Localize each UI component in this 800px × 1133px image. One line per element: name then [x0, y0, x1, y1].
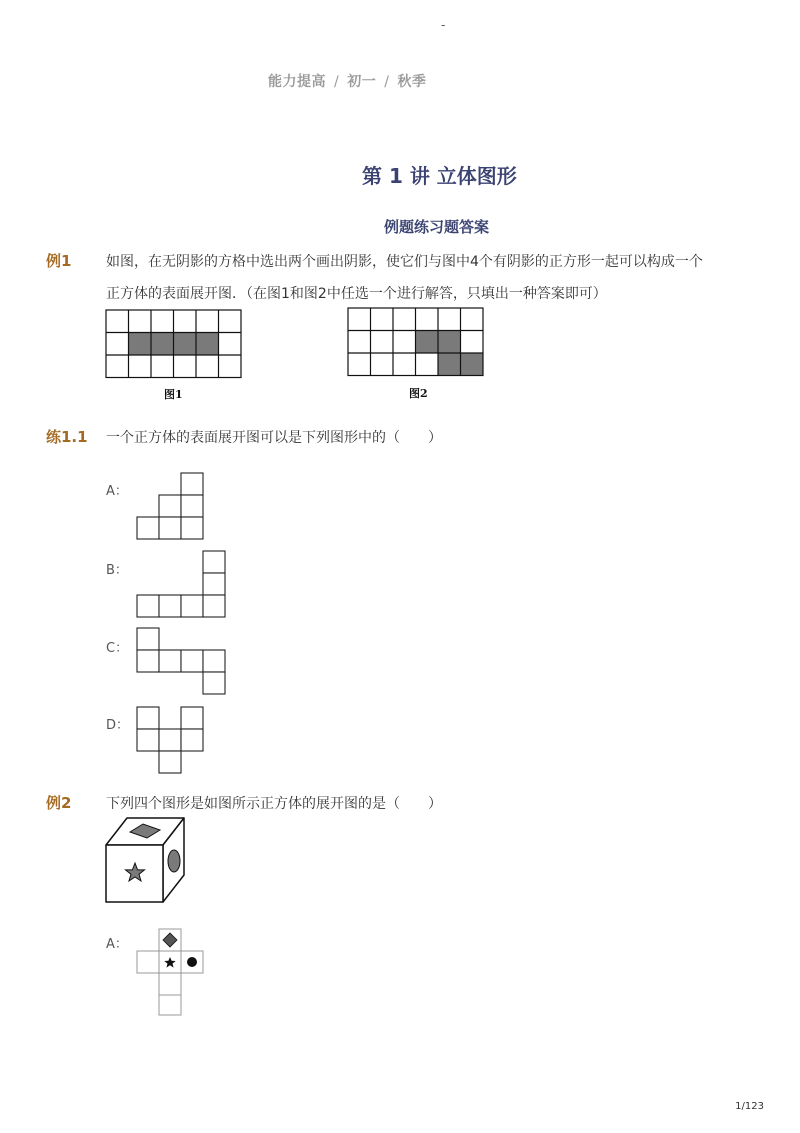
cube-figure	[106, 816, 188, 904]
breadcrumb-separator: /	[384, 74, 390, 90]
header-dash: -	[441, 18, 446, 32]
exercise1-label: 练1.1	[46, 428, 88, 446]
page-title: 第 1 讲 立体图形	[362, 164, 517, 188]
page-subtitle: 例题练习题答案	[384, 218, 490, 236]
example2-option-a-label: A：	[106, 937, 128, 952]
circle-icon	[168, 850, 180, 872]
breadcrumb-item-2: 初一	[347, 74, 377, 90]
option-a-net	[137, 473, 207, 541]
figure1-caption: 图1	[164, 388, 183, 401]
option-b-label: B：	[106, 563, 128, 578]
example1-text-line2: 正方体的表面展开图．（在图1和图2中任选一个进行解答，只填出一种答案即可）	[106, 286, 607, 302]
example1-text-line1: 如图，在无阴影的方格中选出两个画出阴影，使它们与图中4个有阴影的正方形一起可以构成一个	[106, 254, 703, 270]
figure1-grid	[106, 310, 242, 378]
example2-label: 例2	[46, 794, 72, 812]
example1-label: 例1	[46, 252, 72, 270]
option-c-net	[137, 628, 229, 696]
page-number: 1/123	[735, 1101, 764, 1112]
breadcrumb-separator: /	[334, 74, 340, 90]
example2-option-a-net	[137, 929, 205, 1017]
breadcrumb	[268, 71, 426, 91]
circle-icon	[187, 957, 197, 967]
option-d-net	[137, 707, 207, 775]
breadcrumb-item-1: 能力提高	[268, 74, 326, 90]
option-b-net	[137, 551, 229, 619]
breadcrumb-item-3: 秋季	[397, 74, 427, 90]
figure2-grid	[348, 308, 484, 376]
option-a-label: A：	[106, 484, 128, 499]
exercise1-question: 一个正方体的表面展开图可以是下列图形中的（ ）	[106, 430, 442, 446]
example2-question: 下列四个图形是如图所示正方体的展开图的是（ ）	[106, 796, 442, 812]
figure2-caption: 图2	[409, 387, 428, 400]
option-d-label: D：	[106, 718, 130, 733]
option-c-label: C：	[106, 641, 129, 656]
